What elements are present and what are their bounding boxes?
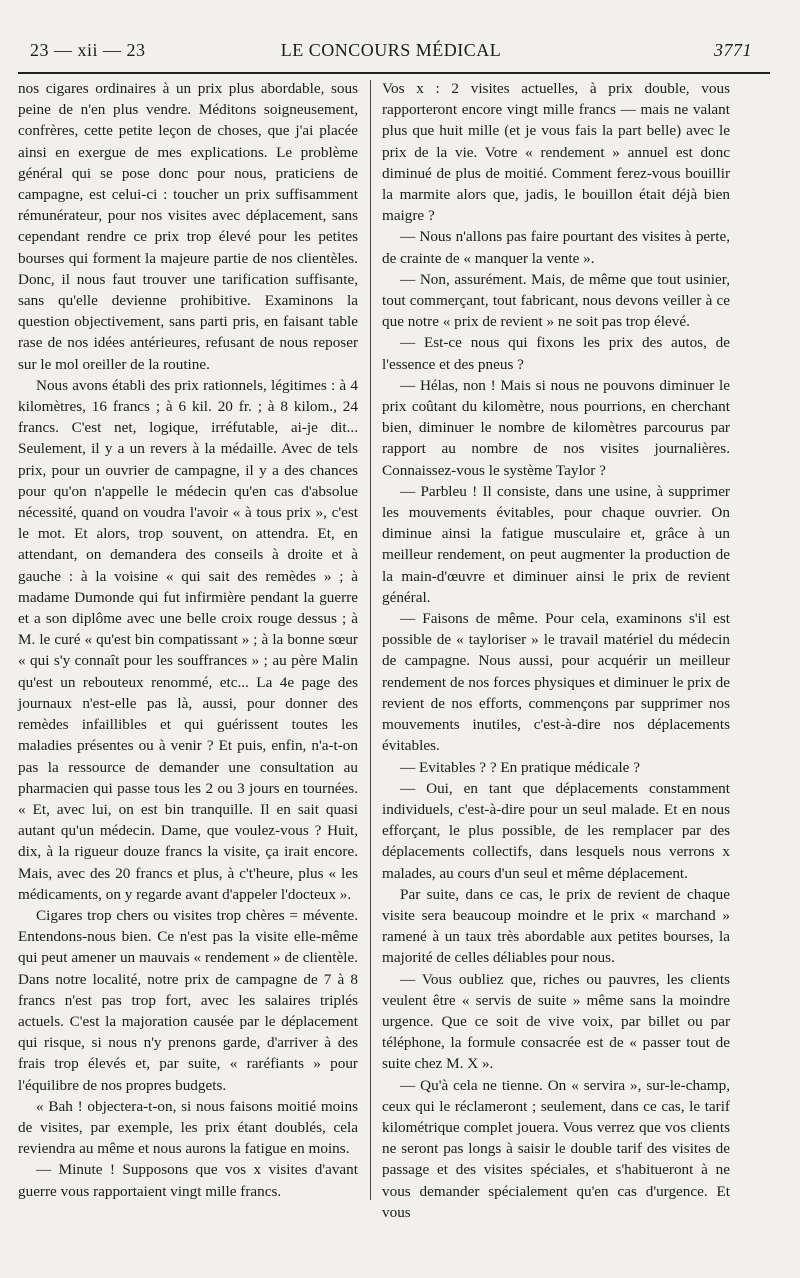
issue-date: 23 — xii — 23 — [30, 40, 146, 60]
paragraph: — Faisons de même. Pour cela, examinons s'il est possible de « tayloriser » le travail matériel du médecin de campagne. Nous aussi, pour acquérir un meilleur rendement de nos forces physiques et diminuer le prix de revient de nos efforts, commençons par supprimer nos mouvements inutiles, c'est-à-dire nos déplacements évitables. — [382, 610, 730, 755]
paragraph: — Qu'à cela ne tienne. On « servira », sur-le-champ, ceux qui le réclameront ; seulement, dans ce cas, le tarif kilométrique complet jouera. Vous verrez que vos clients ne seront pas longs à saisir le double tarif des visites de passage et des visites spéciales, et s'habitueront à ne vous demander spécialement qu'en cas d'urgence. Et vous — [382, 1076, 730, 1221]
paragraph: — Vous oubliez que, riches ou pauvres, les clients veulent être « servis de suite » même sans la moindre urgence. Que ce soit de vive voix, par billet ou par téléphone, la formule consacrée est de « passer tout de suite chez M. X ». — [382, 970, 730, 1073]
running-header — [30, 40, 752, 66]
paragraph: — Minute ! Supposons que vos x visites d'avant guerre vous rapportaient vingt mille francs. — [18, 1161, 358, 1200]
paragraph: nos cigares ordinaires à un prix plus abordable, sous peine de n'en plus vendre. Méditons soigneusement, confrères, cette petite leçon de choses, que j'ai placée ainsi en exergue de mes explications. Le problème général qui se pose donc pour nous, praticiens de campagne, est celui-ci : toucher un prix suffisamment rémunérateur, pour nos visites avec déplacement, sans cependant rendre ce prix trop élevé pour les petites bourses qui forment la majeure partie de nos clientèles. Donc, il nous faut trouver une tarification suffisante, sans qu'elle devienne prohibitive. Examinons la question objectivement, sans parti pris, en faisant table rase de nos idées antérieures, refusant de nous reposer sur le mol oreiller de la routine. — [18, 80, 358, 373]
paragraph: Cigares trop chers ou visites trop chères = mévente. Entendons-nous bien. Ce n'est pas la visite elle-même qui peut amener un mauvais « rendement » de clientèle. Dans notre localité, notre prix de campagne de 7 à 8 francs n'est pas trop fort, avec les salaires triplés actuels. C'est la majoration causée par le déplacement qui risque, si nous n'y prenons garde, d'arriver à des frais trop élevés et, par suite, « raréfiants » pour l'équilibre de nos propres budgets. — [18, 906, 358, 1094]
paragraph: — Oui, en tant que déplacements constamment individuels, c'est-à-dire pour un seul malade. Et en nous efforçant, le plus possible, de les remplacer par des déplacements collectifs, dans lesquels nous verrons x malades, au cours d'un seul et même déplacement. — [382, 779, 730, 882]
paragraph: — Nous n'allons pas faire pourtant des visites à perte, de crainte de « manquer la vente ». — [382, 228, 730, 267]
paragraph: — Parbleu ! Il consiste, dans une usine, à supprimer les mouvements évitables, pour chaque ouvrier. On diminue ainsi la fatigue musculaire et, grâce à un meilleur rendement, on peut augmenter la production de la main-d'œuvre et diminuer ainsi le prix de revient général. — [382, 482, 730, 606]
column-divider — [370, 80, 371, 1200]
paragraph: « Bah ! objectera-t-on, si nous faisons moitié moins de visites, par exemple, les prix étant doublés, cela reviendra au même et nous aurons la fatigue en moins. — [18, 1097, 358, 1158]
right-column — [382, 78, 730, 1223]
paragraph: Vos x : 2 visites actuelles, à prix double, vous rapporteront encore vingt mille francs — mais ne valant plus que huit mille (et je vous fais la part belle) avec le prix de la vie. Votre « rendement » annuel est donc diminué de plus de moitié. Comment ferez-vous bouillir la marmite alors que, jadis, le bouillon était déjà bien maigre ? — [382, 80, 730, 225]
journal-title: LE CONCOURS MÉDICAL — [280, 40, 502, 60]
left-column — [18, 78, 358, 1202]
paragraph: — Hélas, non ! Mais si nous ne pouvons diminuer le prix coûtant du kilomètre, nous pourrions, en cherchant bien, diminuer le nombre de kilomètres parcourus par rapport au nombre de nos visites journalières. Connaissez-vous le système Taylor ? — [382, 376, 730, 479]
paragraph: — Non, assurément. Mais, de même que tout usinier, tout commerçant, tout fabricant, nous devons veiller à ce que notre « prix de revient » ne soit pas trop élevé. — [382, 270, 730, 331]
page-number: 3771 — [714, 40, 752, 60]
paragraph: — Evitables ? ? En pratique médicale ? — [400, 758, 640, 776]
paragraph: — Est-ce nous qui fixons les prix des autos, de l'essence et des pneus ? — [382, 334, 730, 373]
paragraph: Par suite, dans ce cas, le prix de revient de chaque visite sera beaucoup moindre et le prix « marchand » ramené à un taux très abordable aux petites bourses, la majorité de celles déliables pour nous. — [382, 885, 730, 967]
header-rule — [18, 72, 770, 74]
paragraph: Nous avons établi des prix rationnels, légitimes : à 4 kilomètres, 16 francs ; à 6 kil. 20 fr. ; à 8 kilom., 24 francs. C'est net, logique, irréfutable, ai-je dit... Seulement, il y a un revers à la médaille. Avec de tels prix, pour un ouvrier de campagne, il y a des chances pour qu'on n'appelle le médecin qu'en cas d'absolue nécessité, quand on voudra l'avoir « à tous prix », c'est le mot. Et alors, trop souvent, on attendra. Et, en attendant, on demandera des conseils à droite et à gauche : à la voisine « qui sait des remèdes » ; à madame Dumonde qui fut infirmière pendant la guerre et a son diplôme avec une belle croix rouge dessus ; à M. le curé « qu'est bin compatissant » ; à la bonne sœur « qui s'y connaît pour les souffrances » ; au père Malin qu'est un rebouteux renommé, etc... La 4e page des journaux n'est-elle pas là, aussi, pour donner des remèdes infaillibles et qui guérissent toutes les maladies présentes ou à venir ? Et puis, enfin, n'a-t-on pas la ressource de demander une consultation au pharmacien qui passe tous les 2 ou 3 jours en tournées. « Et, avec lui, on est bin tranquille. Il en sait quasi autant qu'un médecin. Dame, que voulez-vous ? Huit, dix, à la rigueur douze francs la visite, ça irait encore. Mais, avec des 20 francs et plus, à c't'heure, plus « les médicaments, on y regarde avant d'appeler l'docteux ». — [18, 376, 358, 903]
